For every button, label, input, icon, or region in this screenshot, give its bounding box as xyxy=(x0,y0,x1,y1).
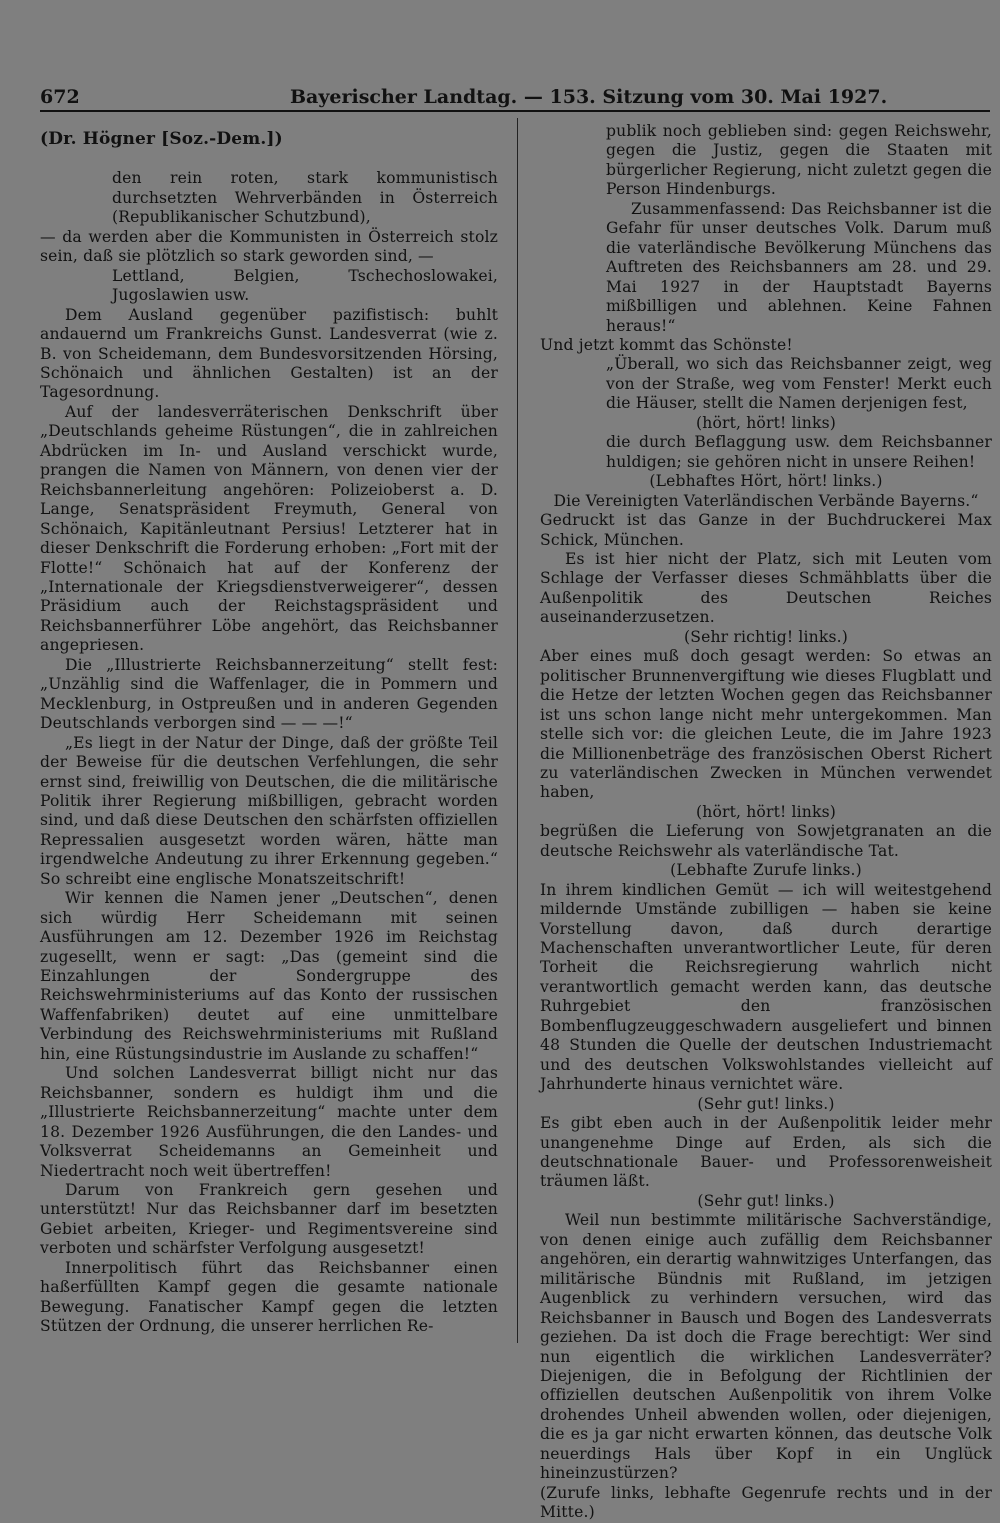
running-header xyxy=(40,84,990,112)
page-number: 672 xyxy=(40,86,80,108)
running-title: Bayerischer Landtag. — 153. Sitzung vom 30. Mai 1927. xyxy=(290,86,888,108)
paragraph: Auf der landesverräterischen Denkschrift über „Deutschlands geheime Rüstungen“, die in zahlreichen Abdrücken im In- und Ausland verschickt wurde, prangen die Namen von Männern, von denen vier der Reichsbannerleitung angehören: Polizeioberst a. D. Lange, Senatspräsident Freymuth, General von Schönaich, Kapitänleutnant Persius! Letzterer hat in dieser Denkschrift die Forderung erhoben: „Fort mit der Flotte!“ Schönaich hat auf der Konferenz der „Internationale der Kriegsdienstverweigerer“, dessen Präsidium auch der Reichstagspräsident und Reichsbannerführer Löbe angehört, das Reichsbanner angepriesen. xyxy=(40,402,498,655)
paragraph: Die „Illustrierte Reichsbannerzeitung“ stellt fest: „Unzählig sind die Waffenlager, die in Pommern und Mecklenburg, in Ostpreußen und in anderen Gegenden Deutschlands verborgen sind — — —!“ xyxy=(40,655,498,733)
paragraph: Darum von Frankreich gern gesehen und unterstützt! Nur das Reichsbanner darf im besetzten Gebiet arbeiten, Krieger- und Regimentsvereine sind verboten und schärfster Verfolgung ausgesetzt! xyxy=(40,1181,498,1258)
paragraph: Aber eines muß doch gesagt werden: So etwas an politischer Brunnenvergiftung wie dieses Flugblatt und die Hetze der letzten Wochen gegen das Reichsbanner ist uns schon lange nicht mehr untergekommen. Man stelle sich vor: die gleichen Leute, die im Jahre 1923 die Millionenbeträge des französischen Oberst Richert zu vaterländischen Zwecken in München verwendet haben, xyxy=(540,647,992,802)
paragraph: Gedruckt ist das Ganze in der Buchdruckerei Max Schick, München. xyxy=(540,511,992,549)
paragraph: Dem Ausland gegenüber pazifistisch: buhlt andauernd um Frankreichs Gunst. Landesverrat (wie z. B. von Scheidemann, dem Bundesvorsitzenden Hörsing, Schönaich und ähnlichen Gestalten) ist an der Tagesordnung. xyxy=(40,305,498,402)
right-column xyxy=(540,122,992,1523)
left-column xyxy=(40,122,498,1337)
interjection: (Lebhafte Zurufe links.) xyxy=(670,861,862,880)
paragraph: — da werden aber die Kommunisten in Österreich stolz sein, daß sie plötzlich so stark geworden sind, — xyxy=(40,227,498,266)
paragraph: „Überall, wo sich das Reichsbanner zeigt, weg von der Straße, weg vom Fenster! Merkt euch die Häuser, stellt die Namen derjenigen fest, xyxy=(606,355,992,413)
paragraph: publik noch geblieben sind: gegen Reichswehr, gegen die Justiz, gegen die Staaten mit bürgerlicher Regierung, nicht zuletzt gegen die Person Hindenburgs. xyxy=(606,122,992,199)
paragraph: Und jetzt kommt das Schönste! xyxy=(540,335,793,354)
paragraph: begrüßen die Lieferung von Sowjetgranaten an die deutsche Reichswehr als vaterländische Tat. xyxy=(540,822,992,860)
interjection: (Sehr gut! links.) xyxy=(697,1191,835,1210)
interjection: (hört, hört! links) xyxy=(696,413,836,432)
signature-line: Die Vereinigten Vaterländischen Verbände Bayerns.“ xyxy=(553,491,979,510)
paragraph: Zusammenfassend: Das Reichsbanner ist die Gefahr für unser deutsches Volk. Darum muß die vaterländische Bevölkerung Münchens das Auftreten des Reichsbanners am 28. und 29. Mai 1927 in der Hauptstadt Bayerns mißbilligen und ablehnen. Keine Fahnen heraus!“ xyxy=(606,199,992,335)
paragraph: Und solchen Landesverrat billigt nicht nur das Reichsbanner, sondern es huldigt ihm und die „Illustrierte Reichsbannerzeitung“ machte unter dem 18. Dezember 1926 Ausführungen, die den Landes- und Volksverrat Scheidemanns an Gemeinheit und Niedertracht noch weit übertreffen! xyxy=(40,1064,498,1180)
interjection: (Zurufe links, lebhafte Gegenrufe rechts und in der Mitte.) xyxy=(540,1483,992,1522)
paragraph: Innerpolitisch führt das Reichsbanner einen haßerfüllten Kampf gegen die gesamte nationale Bewegung. Fanatischer Kampf gegen die letzten Stützen der Ordnung, die unserer herrlichen Re- xyxy=(40,1258,498,1336)
interjection: (Sehr richtig! links.) xyxy=(684,627,848,646)
paragraph: den rein roten, stark kommunistisch durchsetzten Wehrverbänden in Österreich (Republikanischer Schutzbund), xyxy=(112,169,498,227)
paragraph: In ihrem kindlichen Gemüt — ich will weitestgehend mildernde Umstände zubilligen — haben sie keine Vorstellung davon, daß durch derartige Machenschaften unverantwortlicher Leute, für deren Torheit die Reichsregierung wahrlich nicht verantwortlich gemacht werden kann, das deutsche Ruhrgebiet den französischen Bombenflugzeuggeschwadern ausgeliefert und binnen 48 Stunden die Quelle der deutschen Industriemacht und des deutschen Volkswohlstandes vielleicht auf Jahrhunderte hinaus vernichtet wäre. xyxy=(540,880,992,1094)
paragraph: „Es liegt in der Natur der Dinge, daß der größte Teil der Beweise für die deutschen Verfehlungen, die sehr ernst sind, freiwillig von Deutschen, die die militärische Politik ihrer Regierung mißbilligen, gebracht worden sind, und daß diese Deutschen den schärfsten offiziellen Repressalien ausgesetzt worden wären, hätte man irgendwelche Andeutung zu ihrer Erkennung gegeben.“ So schreibt eine englische Monatszeitschrift! xyxy=(40,733,498,888)
interjection: (Sehr gut! links.) xyxy=(697,1094,835,1113)
column-divider xyxy=(517,118,518,1343)
paragraph: Es ist hier nicht der Platz, sich mit Leuten vom Schlage der Verfasser dieses Schmähblatts über die Außenpolitik des Deutschen Reiches auseinanderzusetzen. xyxy=(540,549,992,627)
interjection: (Lebhaftes Hört, hört! links.) xyxy=(649,472,883,491)
paragraph: Wir kennen die Namen jener „Deutschen“, denen sich würdig Herr Scheidemann mit seinen Ausführungen am 12. Dezember 1926 im Reichstag zugesellt, wenn er sagt: „Das (gemeint sind die Einzahlungen der Sondergruppe des Reichswehrministeriums auf das Konto der russischen Waffenfabriken) deutet auf eine unmittelbare Verbindung des Reichswehrministeriums mit Rußland hin, eine Rüstungsindustrie im Auslande zu schaffen!“ xyxy=(40,889,498,1063)
interjection: (hört, hört! links) xyxy=(696,802,836,821)
paragraph: die durch Beflaggung usw. dem Reichsbanner huldigen; sie gehören nicht in unsere Reihen! xyxy=(606,433,992,471)
speaker-label: (Dr. Högner [Soz.-Dem.]) xyxy=(40,129,283,149)
paragraph: Es gibt eben auch in der Außenpolitik leider mehr unangenehme Dinge auf Erden, als sich die deutschnationale Bauer- und Professorenweisheit träumen läßt. xyxy=(540,1114,992,1191)
paragraph: Lettland, Belgien, Tschechoslowakei, Jugoslawien usw. xyxy=(112,266,498,305)
paragraph: Weil nun bestimmte militärische Sachverständige, von denen einige auch zufällig dem Reichsbanner angehören, ein derartig wahnwitziges Unterfangen, das militärische Bündnis mit Rußland, im jetzigen Augenblick zu verhindern versuchen, wird das Reichsbanner in Bausch und Bogen des Landesverrats geziehen. Da ist doch die Frage berechtigt: Wer sind nun eigentlich die wirklichen Landesverräter? Diejenigen, die in Befolgung der Richtlinien der offiziellen deutschen Außenpolitik von ihrem Volke drohendes Unheil abwenden wollen, oder diejenigen, die es ja gar nicht erwarten können, das deutsche Volk neuerdings Hals über Kopf in ein Unglück hineinzustürzen? xyxy=(540,1211,992,1483)
